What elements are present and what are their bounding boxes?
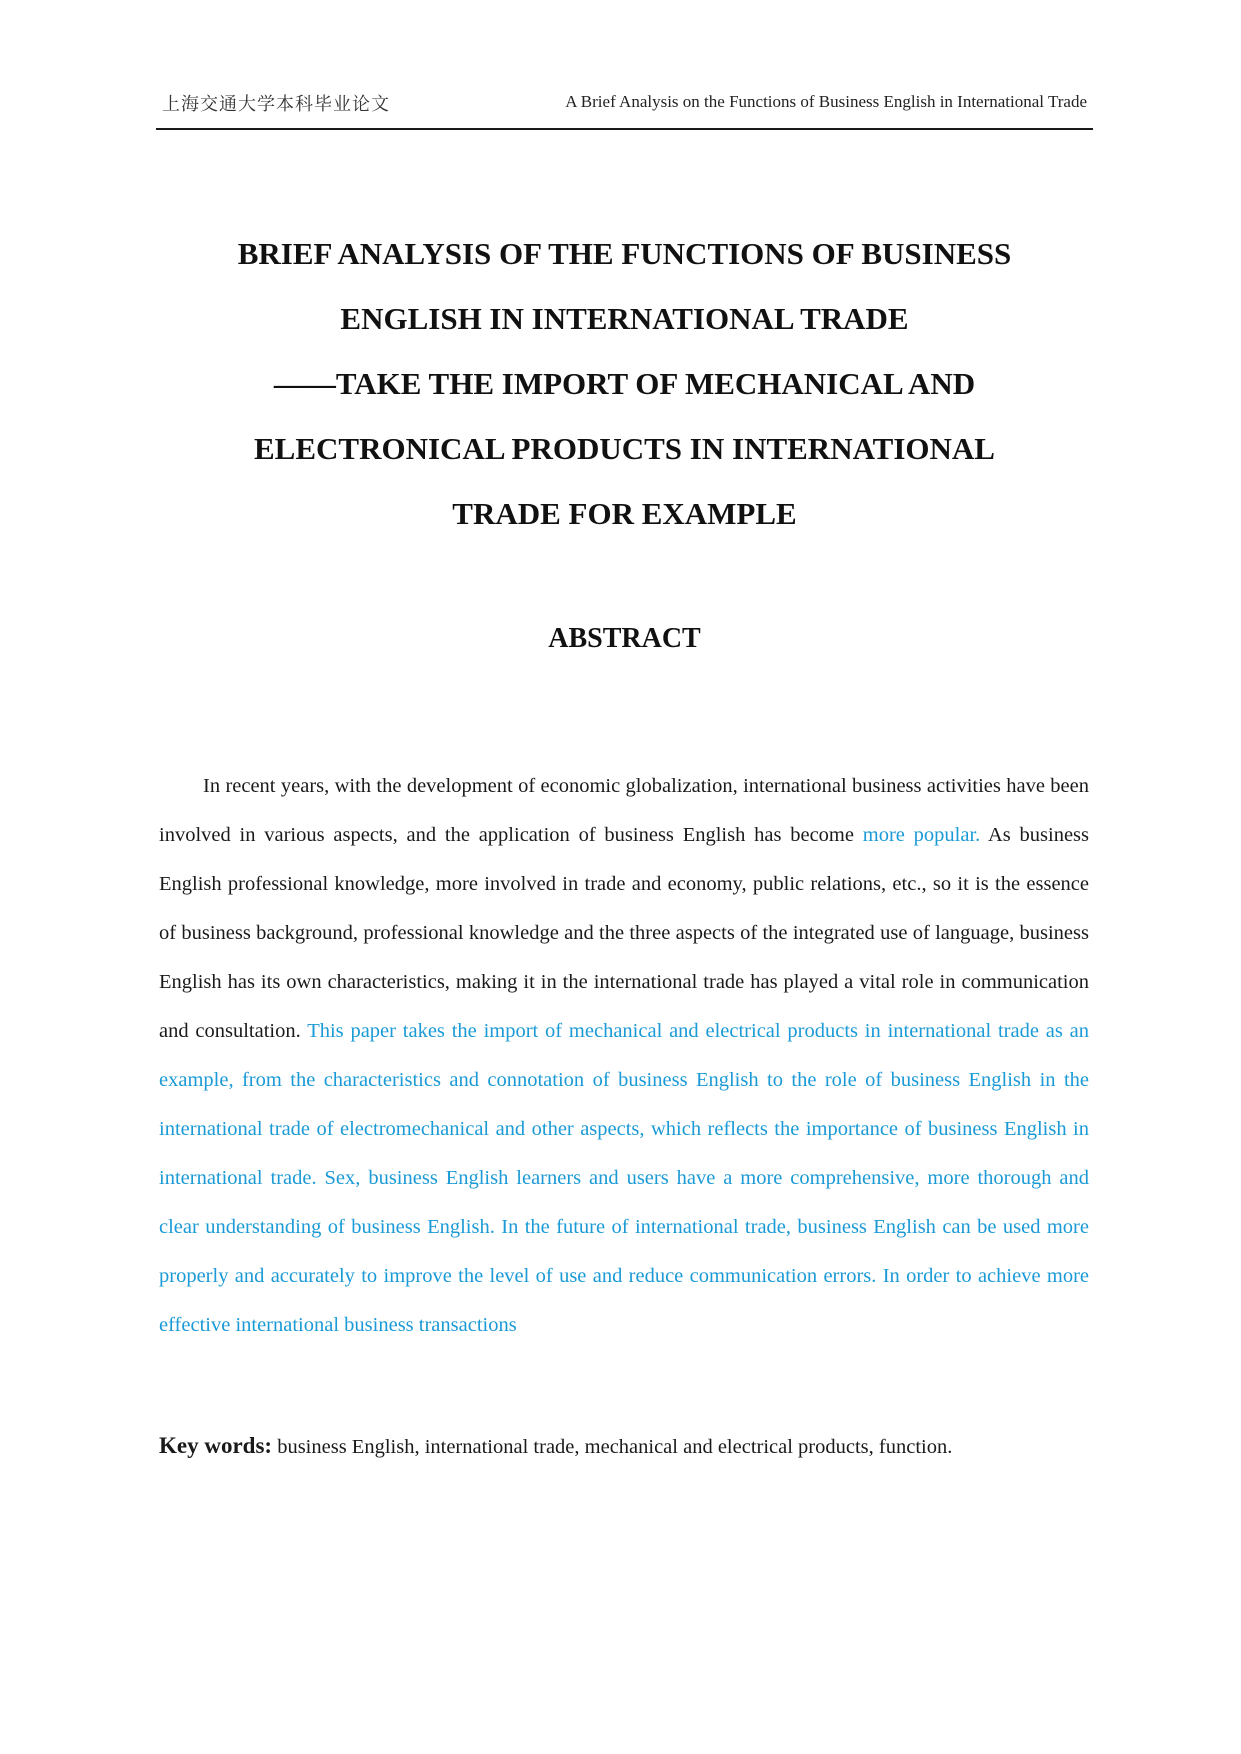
- keywords-text: business English, international trade, mechanical and electrical products, function.: [272, 1436, 953, 1458]
- title-line-4: ELECTRONICAL PRODUCTS IN INTERNATIONAL: [254, 431, 995, 466]
- abstract-text-2: As business English professional knowledge, more involved in trade and economy, public relations, etc., so it is the essence of business background, professional knowledge and the three aspects of the integrated use of language, business English has its own characteristics, making it in the international trade has played a vital role in communication and consultation.: [159, 823, 1089, 1042]
- abstract-heading: ABSTRACT: [548, 623, 701, 654]
- title-line-3: ——TAKE THE IMPORT OF MECHANICAL AND: [273, 366, 976, 401]
- abstract-highlight-2: This paper takes the import of mechanical and electrical products in international trade as an example, from the characteristics and connotation of business English to the role of business English in the international trade of electromechanical and other aspects, which reflects the importance of business English in international trade. Sex, business English learners and users have a more comprehensive, more thorough and clear understanding of business English. In the future of international trade, business English can be used more properly and accurately to improve the level of use and reduce communication errors. In order to achieve more effective international business transactions: [159, 1019, 1089, 1336]
- header-paper-title: A Brief Analysis on the Functions of Business English in International Trade: [565, 92, 1087, 111]
- title-line-2: ENGLISH IN INTERNATIONAL TRADE: [340, 301, 909, 336]
- abstract-highlight-1: more popular.: [862, 823, 981, 846]
- paper-title: [156, 221, 1093, 546]
- abstract-paragraph: [159, 762, 1089, 1350]
- abstract-text-1: In recent years, with the development of economic globalization, international business activities have been involved in various aspects, and the application of business English has become: [159, 774, 1089, 846]
- page-header: [156, 86, 1093, 130]
- keywords-line: [159, 1433, 1089, 1459]
- keywords-label: Key words:: [159, 1433, 273, 1458]
- title-line-1: BRIEF ANALYSIS OF THE FUNCTIONS OF BUSINESS: [237, 236, 1012, 271]
- title-line-5: TRADE FOR EXAMPLE: [452, 496, 797, 531]
- header-university-title: 上海交通大学本科毕业论文: [162, 94, 390, 114]
